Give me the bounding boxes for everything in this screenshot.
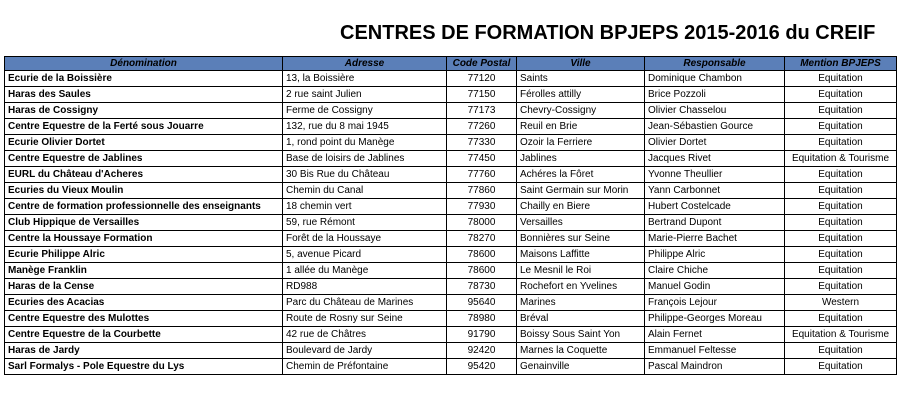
cell-address: Forêt de la Houssaye [283, 231, 447, 247]
cell-denomination: Haras des Saules [5, 87, 283, 103]
table-row [5, 359, 897, 375]
cell-address: 59, rue Rémont [283, 215, 447, 231]
cell-postal-code: 92420 [447, 343, 517, 359]
cell-city: Boissy Sous Saint Yon [517, 327, 645, 343]
page-title: CENTRES DE FORMATION BPJEPS 2015-2016 du CREIF [340, 22, 876, 44]
table-row [5, 103, 897, 119]
cell-address: 18 chemin vert [283, 199, 447, 215]
cell-manager: Philippe-Georges Moreau [645, 311, 785, 327]
cell-denomination: Centre Equestre de Jablines [5, 151, 283, 167]
table-row [5, 343, 897, 359]
cell-manager: Marie-Pierre Bachet [645, 231, 785, 247]
cell-mention: Equitation [785, 103, 897, 119]
cell-manager: Alain Fernet [645, 327, 785, 343]
cell-mention: Equitation [785, 183, 897, 199]
cell-postal-code: 77173 [447, 103, 517, 119]
cell-postal-code: 77120 [447, 71, 517, 87]
table-row [5, 311, 897, 327]
cell-manager: Olivier Chasselou [645, 103, 785, 119]
cell-postal-code: 77860 [447, 183, 517, 199]
cell-denomination: Haras de Cossigny [5, 103, 283, 119]
table-body [5, 71, 897, 375]
cell-city: Versailles [517, 215, 645, 231]
table-row [5, 151, 897, 167]
cell-manager: Brice Pozzoli [645, 87, 785, 103]
cell-manager: Pascal Maindron [645, 359, 785, 375]
cell-denomination: Ecuries du Vieux Moulin [5, 183, 283, 199]
cell-manager: Hubert Costelcade [645, 199, 785, 215]
cell-address: Boulevard de Jardy [283, 343, 447, 359]
cell-address: 1 allée du Manège [283, 263, 447, 279]
table-row [5, 167, 897, 183]
cell-mention: Equitation [785, 311, 897, 327]
cell-postal-code: 78600 [447, 247, 517, 263]
cell-mention: Equitation [785, 231, 897, 247]
cell-manager: Olivier Dortet [645, 135, 785, 151]
cell-manager: Jean-Sébastien Gource [645, 119, 785, 135]
cell-manager: Jacques Rivet [645, 151, 785, 167]
cell-denomination: Centre Equestre des Mulottes [5, 311, 283, 327]
cell-mention: Equitation [785, 199, 897, 215]
table-row [5, 135, 897, 151]
cell-denomination: Ecuries des Acacias [5, 295, 283, 311]
cell-city: Saint Germain sur Morin [517, 183, 645, 199]
cell-denomination: Haras de Jardy [5, 343, 283, 359]
cell-postal-code: 77330 [447, 135, 517, 151]
cell-postal-code: 78600 [447, 263, 517, 279]
cell-address: 1, rond point du Manège [283, 135, 447, 151]
cell-postal-code: 77760 [447, 167, 517, 183]
cell-manager: Philippe Alric [645, 247, 785, 263]
cell-denomination: Centre de formation professionnelle des enseignants [5, 199, 283, 215]
cell-city: Bréval [517, 311, 645, 327]
header-manager: Responsable [645, 57, 785, 71]
cell-mention: Equitation [785, 87, 897, 103]
cell-mention: Equitation [785, 247, 897, 263]
cell-city: Chevry-Cossigny [517, 103, 645, 119]
cell-address: Route de Rosny sur Seine [283, 311, 447, 327]
header-city: Ville [517, 57, 645, 71]
table-row [5, 119, 897, 135]
cell-postal-code: 77150 [447, 87, 517, 103]
header-mention: Mention BPJEPS [785, 57, 897, 71]
table-row [5, 327, 897, 343]
cell-postal-code: 78000 [447, 215, 517, 231]
table-row [5, 215, 897, 231]
cell-mention: Equitation [785, 119, 897, 135]
cell-denomination: Club Hippique de Versailles [5, 215, 283, 231]
cell-city: Reuil en Brie [517, 119, 645, 135]
cell-mention: Equitation [785, 343, 897, 359]
cell-mention: Equitation & Tourisme [785, 327, 897, 343]
cell-manager: Yvonne Theullier [645, 167, 785, 183]
cell-denomination: Haras de la Cense [5, 279, 283, 295]
cell-mention: Equitation [785, 215, 897, 231]
table-row [5, 295, 897, 311]
cell-address: Parc du Château de Marines [283, 295, 447, 311]
table-row [5, 279, 897, 295]
cell-address: 5, avenue Picard [283, 247, 447, 263]
cell-denomination: Centre la Houssaye Formation [5, 231, 283, 247]
cell-manager: Bertrand Dupont [645, 215, 785, 231]
training-centers-table [4, 56, 897, 375]
cell-address: Chemin du Canal [283, 183, 447, 199]
cell-denomination: Manège Franklin [5, 263, 283, 279]
cell-address: 132, rue du 8 mai 1945 [283, 119, 447, 135]
cell-denomination: EURL du Château d'Acheres [5, 167, 283, 183]
cell-denomination: Centre Equestre de la Courbette [5, 327, 283, 343]
cell-denomination: Ecurie de la Boissière [5, 71, 283, 87]
cell-city: Le Mesnil le Roi [517, 263, 645, 279]
cell-manager: Manuel Godin [645, 279, 785, 295]
cell-manager: Claire Chiche [645, 263, 785, 279]
cell-mention: Equitation [785, 135, 897, 151]
cell-city: Jablines [517, 151, 645, 167]
cell-address: 13, la Boissière [283, 71, 447, 87]
cell-postal-code: 91790 [447, 327, 517, 343]
cell-city: Férolles attilly [517, 87, 645, 103]
cell-denomination: Ecurie Philippe Alric [5, 247, 283, 263]
cell-city: Genainville [517, 359, 645, 375]
cell-postal-code: 78980 [447, 311, 517, 327]
cell-mention: Equitation [785, 359, 897, 375]
table-row [5, 199, 897, 215]
cell-mention: Equitation [785, 263, 897, 279]
cell-denomination: Ecurie Olivier Dortet [5, 135, 283, 151]
cell-mention: Equitation [785, 279, 897, 295]
cell-city: Saints [517, 71, 645, 87]
header-denomination: Dénomination [5, 57, 283, 71]
table-row [5, 71, 897, 87]
cell-mention: Equitation [785, 71, 897, 87]
cell-manager: Yann Carbonnet [645, 183, 785, 199]
cell-address: Base de loisirs de Jablines [283, 151, 447, 167]
cell-city: Ozoir la Ferriere [517, 135, 645, 151]
table-header-row [5, 57, 897, 71]
header-postal-code: Code Postal [447, 57, 517, 71]
cell-city: Marnes la Coquette [517, 343, 645, 359]
cell-denomination: Sarl Formalys - Pole Equestre du Lys [5, 359, 283, 375]
header-address: Adresse [283, 57, 447, 71]
cell-city: Chailly en Biere [517, 199, 645, 215]
table-row [5, 183, 897, 199]
cell-mention: Equitation [785, 167, 897, 183]
cell-city: Marines [517, 295, 645, 311]
cell-mention: Western [785, 295, 897, 311]
cell-denomination: Centre Equestre de la Ferté sous Jouarre [5, 119, 283, 135]
table-row [5, 263, 897, 279]
cell-manager: François Lejour [645, 295, 785, 311]
cell-postal-code: 78730 [447, 279, 517, 295]
table-row [5, 247, 897, 263]
cell-address: 42 rue de Châtres [283, 327, 447, 343]
cell-address: Ferme de Cossigny [283, 103, 447, 119]
cell-city: Achéres la Fôret [517, 167, 645, 183]
cell-city: Bonnières sur Seine [517, 231, 645, 247]
cell-postal-code: 77450 [447, 151, 517, 167]
cell-address: RD988 [283, 279, 447, 295]
cell-postal-code: 77930 [447, 199, 517, 215]
cell-city: Maisons Laffitte [517, 247, 645, 263]
cell-address: 30 Bis Rue du Château [283, 167, 447, 183]
cell-postal-code: 95640 [447, 295, 517, 311]
cell-city: Rochefort en Yvelines [517, 279, 645, 295]
table-row [5, 231, 897, 247]
table-row [5, 87, 897, 103]
cell-manager: Dominique Chambon [645, 71, 785, 87]
cell-address: Chemin de Préfontaine [283, 359, 447, 375]
cell-postal-code: 78270 [447, 231, 517, 247]
cell-address: 2 rue saint Julien [283, 87, 447, 103]
cell-postal-code: 77260 [447, 119, 517, 135]
cell-postal-code: 95420 [447, 359, 517, 375]
cell-mention: Equitation & Tourisme [785, 151, 897, 167]
cell-manager: Emmanuel Feltesse [645, 343, 785, 359]
